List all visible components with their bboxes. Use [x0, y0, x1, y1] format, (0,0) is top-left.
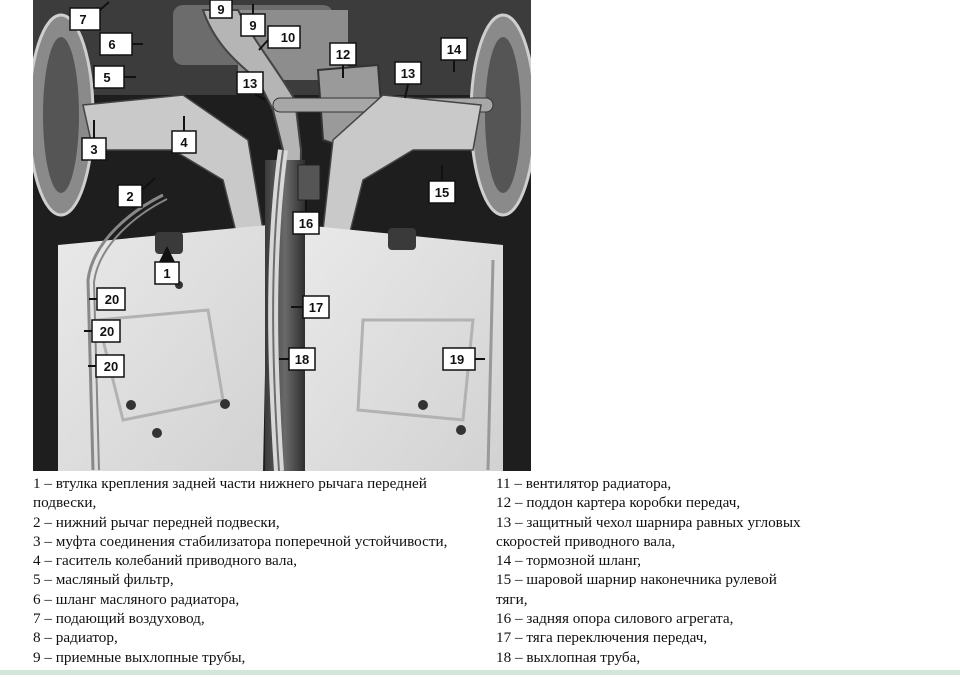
- svg-text:6: 6: [108, 37, 116, 52]
- rear-engine-mount: [298, 165, 320, 200]
- svg-text:20: 20: [103, 359, 119, 374]
- svg-text:5: 5: [103, 70, 111, 85]
- legend-line: 16 – задняя опора силового агрегата,: [496, 610, 734, 628]
- svg-text:17: 17: [308, 300, 324, 315]
- svg-text:14: 14: [446, 42, 462, 57]
- legend-line: 14 – тормозной шланг,: [496, 552, 642, 570]
- legend-line: 2 – нижний рычаг передней подвески,: [33, 513, 280, 531]
- svg-text:3: 3: [90, 142, 98, 157]
- svg-text:19: 19: [449, 352, 465, 367]
- svg-text:12: 12: [335, 47, 351, 62]
- svg-text:15: 15: [434, 185, 450, 200]
- svg-text:4: 4: [180, 135, 188, 150]
- legend-line: подвески,: [33, 494, 97, 512]
- legend-line: 6 – шланг масляного радиатора,: [33, 590, 240, 608]
- legend-line: 7 – подающий воздуховод,: [33, 610, 205, 628]
- legend-line: 4 – гаситель колебаний приводного вала,: [33, 552, 297, 570]
- svg-text:7: 7: [79, 12, 87, 27]
- bottom-divider: [0, 670, 960, 675]
- svg-text:20: 20: [99, 324, 115, 339]
- svg-text:20: 20: [104, 292, 120, 307]
- svg-text:18: 18: [294, 352, 310, 367]
- legend-line: 15 – шаровой шарнир наконечника рулевой: [496, 571, 777, 589]
- legend-line: скоростей приводного вала,: [496, 532, 676, 550]
- svg-text:2: 2: [126, 189, 134, 204]
- legend-line: 17 – тяга переключения передач,: [496, 629, 708, 647]
- legend-line: тяги,: [496, 590, 528, 608]
- svg-text:9: 9: [217, 2, 225, 17]
- legend-line: 11 – вентилятор радиатора,: [496, 475, 672, 492]
- legend-line: 3 – муфта соединения стабилизатора поперечной устойчивости,: [33, 532, 448, 550]
- legend-line: 8 – радиатор,: [33, 629, 118, 647]
- legend-line: 13 – защитный чехол шарнира равных угловых: [496, 513, 801, 531]
- car-underbody-photo: [33, 0, 531, 471]
- svg-text:16: 16: [298, 216, 314, 231]
- legend-line: 12 – поддон картера коробки передач,: [496, 494, 741, 512]
- svg-text:13: 13: [400, 66, 416, 81]
- legend-line: 9 – приемные выхлопные трубы,: [33, 648, 246, 666]
- legend-line: 5 – масляный фильтр,: [33, 571, 174, 589]
- callout-9: [210, 0, 232, 18]
- svg-text:9: 9: [249, 18, 257, 33]
- svg-text:10: 10: [280, 30, 296, 45]
- legend-right-column: [496, 474, 801, 667]
- svg-text:1: 1: [163, 266, 171, 281]
- legend-line: 1 – втулка крепления задней части нижнего рычага передней: [33, 475, 427, 492]
- legend-line: 18 – выхлопная труба,: [496, 648, 641, 666]
- legend-left-column: [33, 474, 447, 667]
- svg-text:13: 13: [242, 76, 258, 91]
